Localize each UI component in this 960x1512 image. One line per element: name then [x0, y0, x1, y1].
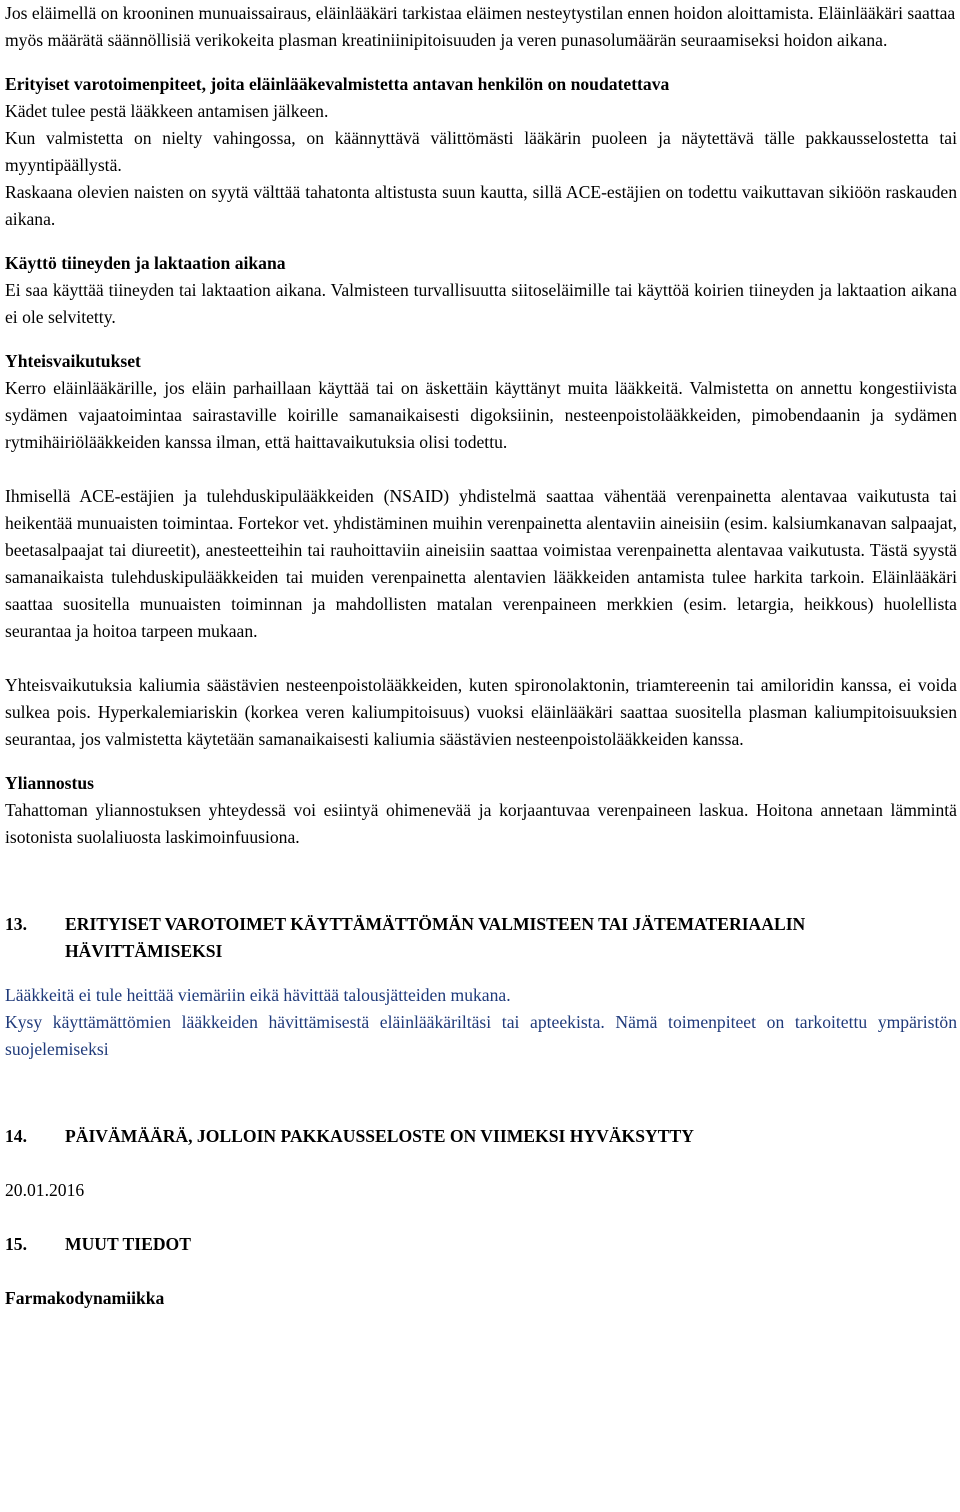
overdose-heading: Yliannostus	[5, 773, 94, 793]
precautions-heading: Erityiset varotoimenpiteet, joita eläinlääkevalmistetta antavan henkilön on noudatettava	[5, 74, 670, 94]
approval-date: 20.01.2016	[5, 1180, 85, 1200]
overdose-paragraph: Tahattoman yliannostuksen yhteydessä voi esiintyä ohimenevää ja korjaantuvaa verenpaineen laskua. Hoitona annetaan lämmintä isotonista suolaliuosta laskimoinfuusiona.	[5, 800, 957, 847]
section-14-heading	[5, 1123, 957, 1150]
section-15-title: MUUT TIEDOT	[65, 1234, 191, 1254]
precautions-paragraph-3: Raskaana olevien naisten on syytä välttää tahatonta altistusta suun kautta, sillä ACE-estäjien on todettu vaikuttavan sikiöön raskauden aikana.	[5, 182, 957, 229]
precautions-paragraph-1: Kädet tulee pestä lääkkeen antamisen jälkeen.	[5, 101, 329, 121]
section-14-number: 14.	[5, 1126, 27, 1146]
intro-paragraph: Jos eläimellä on krooninen munuaissairaus, eläinlääkäri tarkistaa eläimen nesteytystilan ennen hoidon aloittamista. Eläinlääkäri saattaa myös määrätä säännöllisiä verikokeita plasman kreatiniinipitoisuuden ja veren punasolumäärän seuraamiseksi hoidon aikana.	[5, 3, 956, 50]
interactions-paragraph-3: Yhteisvaikutuksia kaliumia säästävien nesteenpoistolääkkeiden, kuten spironolaktonin, triamtereenin tai amiloridin kanssa, ei voida sulkea pois. Hyperkalemiariskin (korkea veren kaliumpitoisuus) vuoksi eläinlääkäri saattaa suositella plasman kaliumpitoisuuksien seurantaa, jos valmistetta käytetään samanaikaisesti kaliumia säästävien nesteenpoistolääkkeiden kanssa.	[5, 675, 957, 749]
precautions-paragraph-2: Kun valmistetta on nielty vahingossa, on käännyttävä välittömästi lääkärin puoleen ja näytettävä tälle pakkausselostetta tai myyntipäällystä.	[5, 128, 957, 175]
section-15-number: 15.	[5, 1234, 27, 1254]
interactions-paragraph-1: Kerro eläinlääkärille, jos eläin parhaillaan käyttää tai on äskettäin käyttänyt muita lääkkeitä. Valmistetta on annettu kongestiivista sydämen vajaatoimintaa sairastaville koirille samanaikaisesti digoksiinin, nesteenpoistolääkkeiden, pimobendaanin ja sydämen rytmihäiriölääkkeiden kanssa ilman, että haittavaikutuksia olisi todettu.	[5, 378, 957, 452]
interactions-heading: Yhteisvaikutukset	[5, 351, 141, 371]
disposal-paragraph-1: Lääkkeitä ei tule heittää viemäriin eikä hävittää talousjätteiden mukana.	[5, 985, 511, 1005]
section-13-title: ERITYISET VAROTOIMET KÄYTTÄMÄTTÖMÄN VALMISTEEN TAI JÄTEMATERIAALIN HÄVITTÄMISEKSI	[65, 914, 806, 961]
pharmacodynamics-heading: Farmakodynamiikka	[5, 1288, 165, 1308]
interactions-paragraph-2: Ihmisellä ACE-estäjien ja tulehduskipulääkkeiden (NSAID) yhdistelmä saattaa vähentää verenpainetta alentavaa vaikutusta tai heikentää munuaisten toimintaa. Fortekor vet. yhdistäminen muihin verenpainetta alentaviin aineisiin (esim. kalsiumkanavan salpaajat, beetasalpaajat tai diureetit), anesteetteihin tai rauhoittaviin aineisiin saattaa voimistaa verenpainetta alentavaa vaikutusta. Tästä syystä samanaikaista tulehduskipulääkkeiden tai muiden verenpainetta alentavien lääkkeiden antamista tulee harkita tarkoin. Eläinlääkäri saattaa suositella munuaisten toiminnan ja mahdollisten matalan verenpaineen merkkien (esim. letargia, heikkous) huolellista seurantaa ja hoitoa tarpeen mukaan.	[5, 486, 957, 641]
pregnancy-heading: Käyttö tiineyden ja laktaation aikana	[5, 253, 286, 273]
section-13-heading	[5, 911, 957, 965]
disposal-paragraph-2: Kysy käyttämättömien lääkkeiden hävittämisestä eläinlääkäriltäsi tai apteekista. Nämä toimenpiteet on tarkoitettu ympäristön suojelemiseksi	[5, 1012, 957, 1059]
section-15-heading	[5, 1231, 957, 1258]
pregnancy-paragraph: Ei saa käyttää tiineyden tai laktaation aikana. Valmisteen turvallisuutta siitoseläimille tai käyttöä koirien tiineyden ja laktaation aikana ei ole selvitetty.	[5, 280, 957, 327]
section-13-number: 13.	[5, 914, 27, 934]
section-14-title: PÄIVÄMÄÄRÄ, JOLLOIN PAKKAUSSELOSTE ON VIIMEKSI HYVÄKSYTTY	[65, 1126, 694, 1146]
